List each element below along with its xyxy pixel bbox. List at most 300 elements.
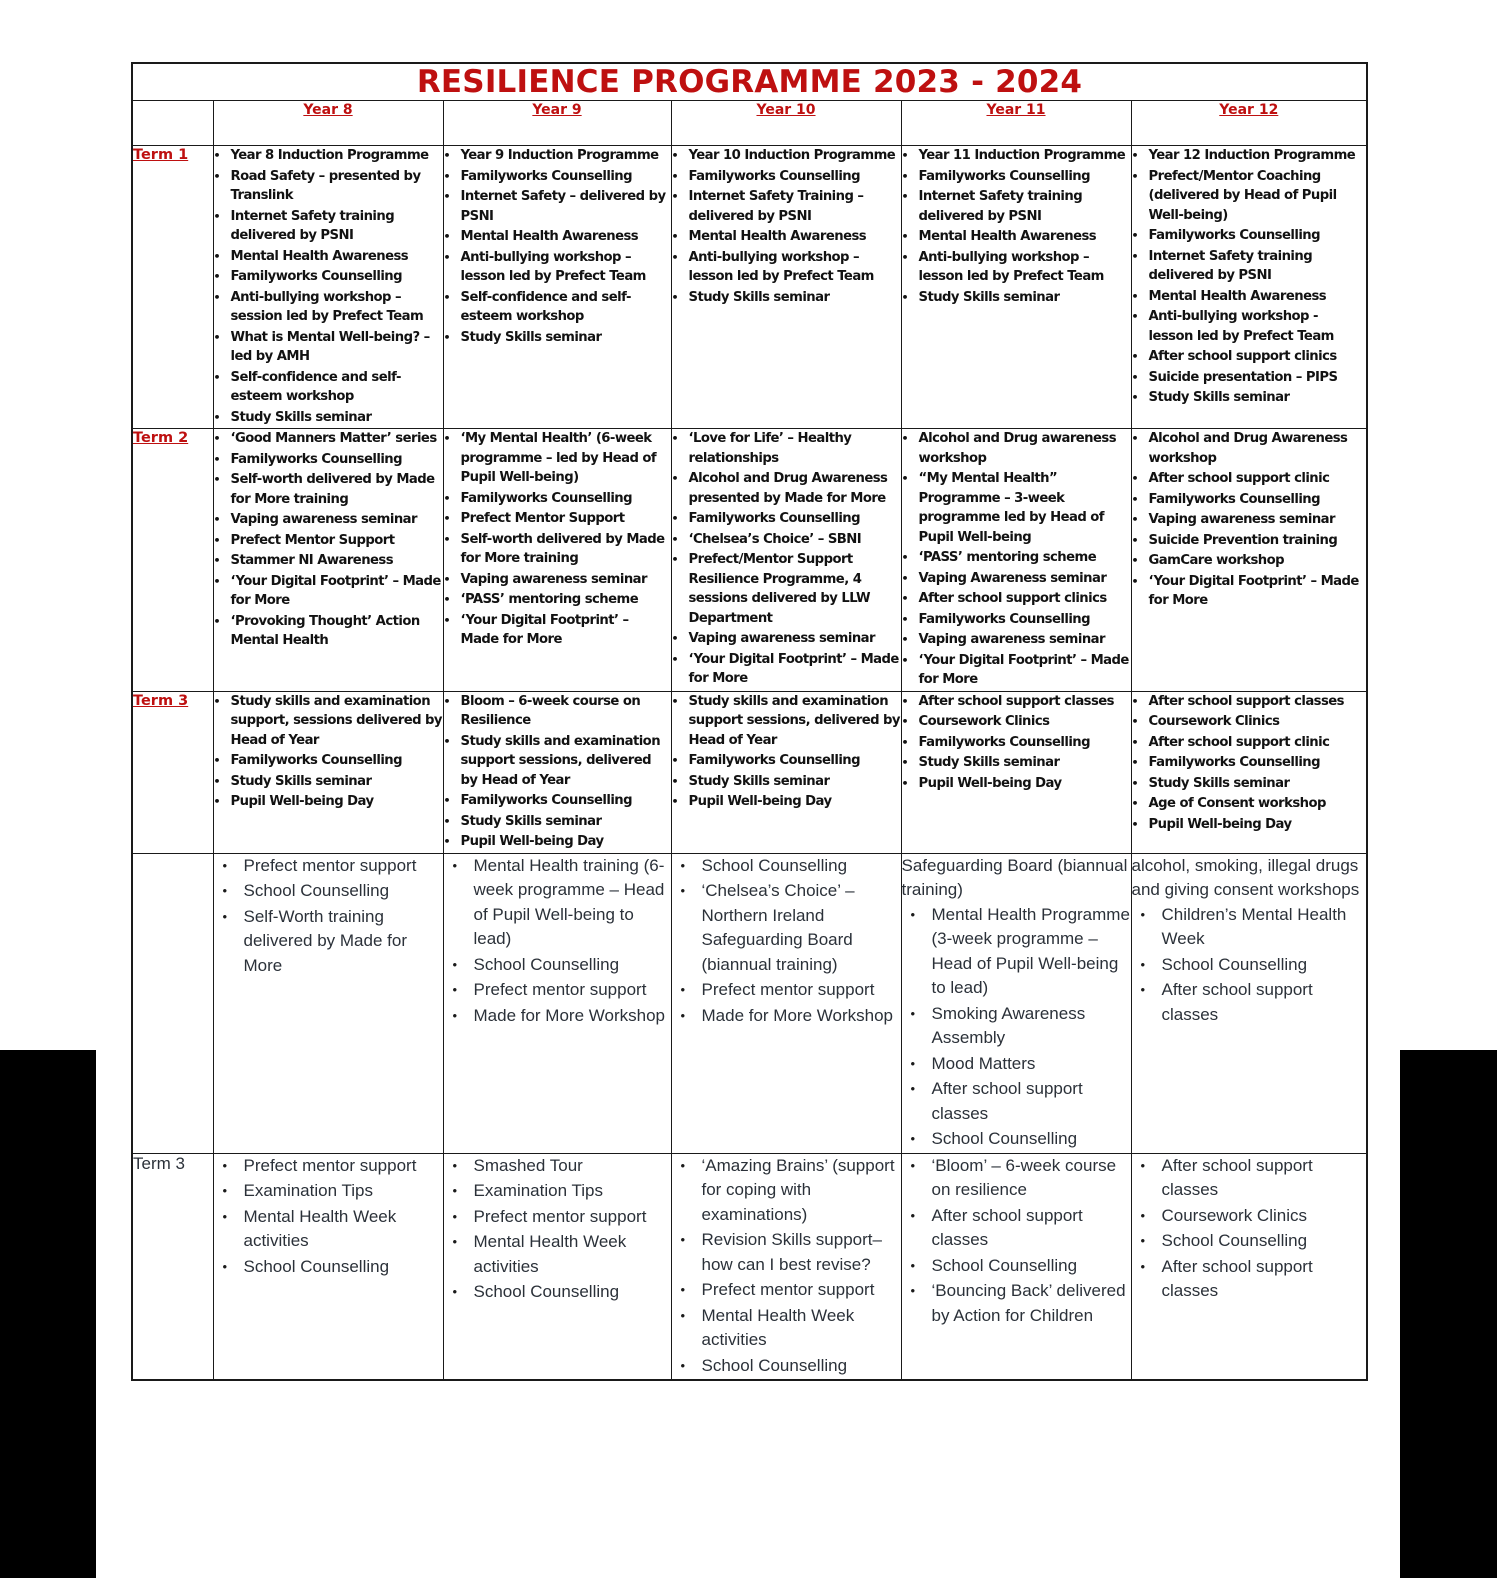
bullet-icon: • [901, 571, 908, 585]
activity-item-label: ‘Provoking Thought’ Action Mental Health [230, 613, 420, 648]
activity-item-label: Familyworks Counselling [460, 168, 633, 184]
term-label-cell-term-2 [132, 429, 213, 692]
activity-item [902, 548, 1131, 568]
activity-list [672, 429, 901, 689]
activity-item-label: Familyworks Counselling [1148, 228, 1321, 243]
activity-item [214, 772, 443, 792]
cell-term-1-year8 [213, 146, 443, 429]
activity-item-label: Mental Health Awareness [918, 229, 1097, 244]
activity-item-label: After school support classes [931, 1079, 1083, 1123]
activity-item [1132, 287, 1367, 307]
activity-item [902, 733, 1131, 753]
bullet-icon: • [443, 794, 450, 807]
bullet-icon: • [443, 593, 450, 606]
activity-item [444, 187, 671, 226]
activity-item-label: Examination Tips [243, 1181, 373, 1200]
cell-term-3-bottom-year10 [671, 1153, 901, 1380]
activity-item-label: Road Safety – presented by Translink [230, 168, 421, 203]
bullet-icon: • [901, 432, 908, 445]
bullet-icon: • [452, 982, 458, 997]
bullet-icon: • [680, 1157, 686, 1173]
activity-item [444, 590, 671, 610]
bullet-icon: • [671, 632, 678, 645]
activity-item-label: Familyworks Counselling [688, 753, 861, 768]
activity-item [672, 550, 901, 628]
bullet-icon: • [910, 1207, 916, 1223]
bullet-icon: • [1131, 776, 1138, 790]
activity-item-label: Alcohol and Drug awareness workshop [918, 431, 1117, 466]
activity-item-label: Familyworks Counselling [918, 611, 1091, 627]
activity-list [444, 692, 671, 852]
bullet-icon: • [1131, 797, 1138, 810]
activity-item-label: Study Skills seminar [918, 755, 1060, 770]
activity-item-label: Study Skills seminar [1148, 390, 1290, 405]
bullet-icon: • [213, 169, 220, 183]
activity-item-label: After school support classes [931, 1205, 1083, 1249]
activity-item-label: Familyworks Counselling [460, 490, 633, 506]
bullet-icon: • [213, 554, 220, 567]
bullet-icon: • [1140, 1207, 1146, 1223]
bullet-icon: • [213, 533, 220, 547]
activity-item [214, 854, 443, 879]
bullet-icon: • [671, 652, 678, 666]
activity-item-label: ‘PASS’ mentoring scheme [918, 550, 1097, 565]
activity-item-label: ‘Your Digital Footprint’ – Made for More [230, 573, 441, 608]
activity-item [444, 1230, 671, 1279]
activity-item [444, 1004, 671, 1029]
term-label-cell-unlabelled-row [132, 853, 213, 1153]
activity-item-label: Pupil Well-being Day [230, 794, 374, 809]
activity-item-label: After school support clinic [1148, 734, 1330, 750]
bullet-icon: • [213, 149, 220, 162]
bullet-icon: • [1131, 391, 1138, 404]
activity-item [902, 1254, 1131, 1279]
bullet-icon: • [443, 149, 450, 162]
bullet-icon: • [452, 1284, 458, 1299]
bullet-icon: • [901, 612, 908, 626]
activity-item-label: Mental Health Awareness [688, 229, 867, 244]
term-label-cell-term-3-bottom [132, 1153, 213, 1380]
cell-term-2-year12 [1131, 429, 1367, 692]
activity-item [1132, 307, 1367, 346]
activity-item [1132, 247, 1367, 286]
bullet-icon: • [213, 270, 220, 283]
bullet-icon: • [910, 1055, 916, 1071]
bullet-icon: • [671, 149, 678, 162]
activity-item-label: ‘My Mental Health’ (6-week programme – led by Head of Pupil Well-being) [460, 431, 657, 485]
activity-item-label: Mental Health Week activities [473, 1232, 627, 1276]
bullet-icon: • [443, 734, 450, 748]
activity-item [1132, 226, 1367, 246]
bullet-icon: • [901, 633, 908, 646]
bullet-icon: • [452, 1157, 458, 1173]
activity-item [902, 429, 1131, 468]
activity-item-label: Prefect mentor support [243, 855, 417, 875]
activity-item-label: Study Skills seminar [460, 329, 602, 345]
activity-item-label: School Counselling [473, 954, 620, 974]
activity-item [444, 570, 671, 590]
activity-item-label: Mental Health training (6-week programme – Head of Pupil Well-being to lead) [473, 855, 665, 948]
bullet-icon: • [213, 410, 220, 424]
bullet-icon: • [1131, 817, 1138, 831]
bullet-icon: • [910, 906, 916, 922]
activity-item [1132, 347, 1367, 367]
activity-item [902, 248, 1131, 287]
column-header-label: Year 10 [756, 102, 816, 118]
activity-item-label: School Counselling [701, 1355, 848, 1375]
activity-item-label: School Counselling [1161, 1231, 1308, 1250]
bullet-icon: • [1131, 350, 1138, 363]
bullet-icon: • [213, 209, 220, 223]
header-corner-cell [132, 101, 213, 146]
bullet-icon: • [443, 230, 450, 243]
activity-item-label: Prefect mentor support [473, 980, 647, 999]
activity-item [672, 1154, 901, 1228]
column-header-label: Year 11 [986, 102, 1046, 118]
activity-item [672, 978, 901, 1003]
column-header-year9 [443, 101, 671, 146]
bullet-icon: • [910, 1131, 916, 1146]
activity-item [1132, 1229, 1367, 1254]
activity-item-label: Familyworks Counselling [918, 168, 1091, 184]
bullet-icon: • [443, 572, 450, 586]
bullet-icon: • [671, 795, 678, 808]
activity-item [672, 469, 901, 508]
bullet-icon: • [443, 694, 450, 708]
activity-item-label: Prefect Mentor Support [460, 511, 625, 526]
activity-item [902, 774, 1131, 794]
table-row [132, 429, 1367, 692]
bullet-icon: • [671, 512, 678, 525]
column-header-year8 [213, 101, 443, 146]
activity-item-label: Vaping Awareness seminar [918, 570, 1107, 586]
activity-item [672, 751, 901, 771]
cell-term-1-year12 [1131, 146, 1367, 429]
term-label: Term 3 [133, 692, 189, 709]
activity-item [902, 1002, 1131, 1051]
activity-list [672, 692, 901, 812]
activity-item [1132, 978, 1367, 1027]
activity-item-label: Prefect mentor support [473, 1206, 647, 1226]
column-header-label: Year 12 [1219, 102, 1279, 118]
bullet-icon: • [1131, 756, 1138, 769]
activity-item-label: Prefect mentor support [701, 1280, 875, 1299]
activity-item [444, 1280, 671, 1305]
activity-list [214, 146, 443, 427]
cell-term-3-top-year9 [443, 691, 671, 853]
title-cell [132, 63, 1367, 101]
activity-item-label: ‘Amazing Brains’ (support for coping with examinations) [701, 1155, 895, 1224]
activity-item [214, 328, 443, 367]
activity-item [444, 509, 671, 529]
bullet-icon: • [213, 574, 220, 588]
activity-item-label: Self-worth delivered by Made for More training [460, 531, 665, 566]
activity-item [672, 879, 901, 977]
cell-term-3-bottom-year11 [901, 1153, 1131, 1380]
activity-item-label: Age of Consent workshop [1148, 796, 1326, 811]
cell-term-3-bottom-year12 [1131, 1153, 1367, 1380]
activity-item [214, 408, 443, 428]
activity-item-label: Mental Health Awareness [1148, 288, 1327, 304]
activity-list [1132, 692, 1367, 835]
activity-list [902, 692, 1131, 794]
activity-item [444, 791, 671, 811]
continuation-text: alcohol, smoking, illegal drugs and giving consent workshops [1131, 855, 1360, 899]
activity-item [214, 1255, 443, 1280]
activity-item [214, 692, 443, 751]
activity-item-label: Familyworks Counselling [230, 753, 403, 768]
bullet-icon: • [680, 883, 686, 898]
bullet-icon: • [671, 190, 678, 203]
activity-item-label: Year 9 Induction Programme [460, 148, 659, 163]
activity-item-label: Study Skills seminar [688, 289, 830, 305]
activity-item-label: School Counselling [243, 881, 390, 900]
bullet-icon: • [1140, 1233, 1146, 1248]
activity-item-label: Mental Health Awareness [460, 229, 639, 244]
bullet-icon: • [443, 250, 450, 264]
activity-item [1132, 692, 1367, 712]
bullet-icon: • [901, 472, 908, 485]
activity-item-label: Self-worth delivered by Made for More training [230, 472, 435, 507]
table-body [132, 63, 1367, 1380]
bullet-icon: • [1131, 432, 1138, 445]
activity-item [672, 854, 901, 879]
activity-item-label: After school support classes [1148, 693, 1344, 709]
bullet-icon: • [1140, 982, 1146, 997]
bullet-icon: • [910, 1283, 916, 1298]
activity-item-label: Vaping awareness seminar [918, 632, 1105, 647]
activity-item-label: After school support clinic [1148, 471, 1330, 486]
activity-item-label: Children’s Mental Health Week [1161, 904, 1347, 948]
bullet-icon: • [452, 1007, 458, 1023]
activity-item-label: Anti-bullying workshop – lesson led by Prefect Team [918, 249, 1104, 284]
bullet-icon: • [443, 169, 450, 183]
activity-item [1132, 551, 1367, 571]
activity-item-label: Familyworks Counselling [688, 168, 861, 184]
term-label: Term 3 [133, 1153, 185, 1173]
bullet-icon: • [452, 1183, 458, 1198]
bullet-icon: • [443, 532, 450, 546]
activity-item [214, 510, 443, 530]
activity-item [902, 692, 1131, 712]
bullet-icon: • [222, 857, 228, 873]
bullet-icon: • [901, 735, 908, 749]
activity-item [1132, 903, 1367, 952]
bullet-icon: • [213, 452, 220, 466]
activity-item [444, 530, 671, 569]
bullet-icon: • [213, 614, 220, 628]
bullet-icon: • [1131, 574, 1138, 588]
activity-item [902, 903, 1131, 1001]
cell-term-3-top-year10 [671, 691, 901, 853]
bullet-icon: • [443, 190, 450, 203]
activity-item-label: Coursework Clinics [918, 714, 1050, 729]
activity-item-label: Vaping awareness seminar [230, 512, 417, 527]
bullet-icon: • [901, 230, 908, 243]
activity-item [902, 712, 1131, 732]
cell-term-2-year8 [213, 429, 443, 692]
activity-item [1132, 368, 1367, 388]
bullet-icon: • [671, 432, 678, 445]
activity-item [214, 792, 443, 812]
cell-term-3-top-year8 [213, 691, 443, 853]
bullet-icon: • [1131, 513, 1138, 526]
bullet-icon: • [680, 1282, 686, 1297]
activity-item [1132, 774, 1367, 794]
bullet-icon: • [222, 1157, 228, 1173]
title-row [132, 63, 1367, 101]
activity-item [444, 832, 671, 852]
activity-item-label: Vaping awareness seminar [1148, 512, 1335, 527]
activity-item [214, 1205, 443, 1254]
activity-item-label: Familyworks Counselling [1148, 755, 1321, 770]
activity-item [214, 368, 443, 407]
cell-unlabelled-row-year12 [1131, 853, 1367, 1153]
activity-item-label: Familyworks Counselling [230, 269, 403, 284]
bullet-icon: • [1131, 694, 1138, 708]
activity-item-label: After school support clinics [1148, 349, 1337, 364]
term-label: Term 2 [133, 430, 189, 446]
activity-item-label: Year 12 Induction Programme [1148, 148, 1356, 163]
activity-item-label: Coursework Clinics [1148, 714, 1280, 729]
activity-item [444, 489, 671, 509]
activity-item [672, 530, 901, 550]
programme-sheet [131, 62, 1366, 1381]
activity-item [672, 692, 901, 751]
bullet-icon: • [222, 883, 228, 898]
activity-item-label: School Counselling [1161, 954, 1308, 974]
bullet-icon: • [213, 370, 220, 384]
bullet-icon: • [213, 513, 220, 526]
activity-item [214, 247, 443, 267]
activity-item [902, 146, 1131, 166]
activity-item-label: Examination Tips [473, 1181, 603, 1200]
bullet-icon: • [1140, 956, 1146, 972]
activity-item [902, 1052, 1131, 1077]
activity-item [672, 187, 901, 226]
scan-bleed-left [0, 1050, 96, 1578]
column-header-year12 [1131, 101, 1367, 146]
activity-item [672, 429, 901, 468]
activity-item [444, 288, 671, 327]
cell-term-2-year9 [443, 429, 671, 692]
activity-item-label: Pupil Well-being Day [918, 775, 1062, 791]
bullet-icon: • [680, 857, 686, 873]
bullet-icon: • [452, 956, 458, 972]
activity-item [902, 227, 1131, 247]
activity-item [214, 572, 443, 611]
activity-list [444, 854, 671, 1029]
cell-term-3-top-year12 [1131, 691, 1367, 853]
bullet-icon: • [901, 551, 908, 564]
bullet-icon: • [213, 249, 220, 263]
activity-item [902, 651, 1131, 690]
activity-item-label: Prefect/Mentor Coaching (delivered by Head of Pupil Well-being) [1148, 168, 1337, 223]
bullet-icon: • [680, 1307, 686, 1323]
bullet-icon: • [213, 694, 220, 708]
activity-list [1132, 146, 1367, 408]
bullet-icon: • [213, 754, 220, 767]
activity-item-label: ‘Chelsea’s Choice’ – Northern Ireland Safeguarding Board (biannual training) [701, 881, 855, 974]
activity-list [902, 1154, 1131, 1329]
activity-item [444, 812, 671, 832]
activity-item-label: Study Skills seminar [230, 773, 372, 789]
activity-item [1132, 388, 1367, 408]
activity-item [214, 288, 443, 327]
activity-item-label: School Counselling [701, 855, 848, 875]
activity-item-label: Self-Worth training delivered by Made for More [243, 906, 407, 975]
bullet-icon: • [910, 1005, 916, 1021]
bullet-icon: • [1131, 533, 1138, 547]
activity-item-label: What is Mental Well-being? – led by AMH [230, 329, 430, 364]
bullet-icon: • [443, 613, 450, 627]
activity-list [1132, 429, 1367, 611]
bullet-icon: • [1131, 310, 1138, 323]
activity-item-label: Study Skills seminar [1148, 775, 1290, 791]
activity-item [1132, 1255, 1367, 1304]
activity-item [672, 146, 901, 166]
cell-term-1-year11 [901, 146, 1131, 429]
activity-list [214, 854, 443, 979]
activity-list [444, 429, 671, 650]
activity-item-label: Internet Safety training delivered by PSNI [918, 189, 1083, 224]
activity-item-label: Mood Matters [931, 1053, 1036, 1073]
column-header-year11 [901, 101, 1131, 146]
activity-item [444, 1179, 671, 1204]
cell-term-1-year10 [671, 146, 901, 429]
activity-item-label: Prefect/Mentor Support Resilience Programme, 4 sessions delivered by LLW Department [688, 552, 871, 626]
activity-item-label: ‘PASS’ mentoring scheme [460, 592, 639, 607]
bullet-icon: • [901, 756, 908, 769]
activity-item [902, 1154, 1131, 1203]
activity-item-label: “My Mental Health” Programme – 3-week programme led by Head of Pupil Well-being [918, 471, 1104, 545]
activity-item [444, 146, 671, 166]
activity-item [902, 753, 1131, 773]
activity-item-label: Year 8 Induction Programme [230, 148, 429, 163]
activity-item [1132, 1204, 1367, 1229]
cell-term-3-top-year11 [901, 691, 1131, 853]
activity-item [444, 611, 671, 650]
activity-item-label: After school support classes [1161, 1155, 1313, 1199]
bullet-icon: • [1131, 249, 1138, 263]
activity-item-label: Prefect mentor support [243, 1155, 417, 1175]
table-row [132, 853, 1367, 1153]
activity-item [444, 854, 671, 952]
bullet-icon: • [901, 694, 908, 708]
bullet-icon: • [443, 835, 450, 848]
activity-item-label: Mental Health Week activities [243, 1206, 397, 1250]
cell-unlabelled-row-year8 [213, 853, 443, 1153]
bullet-icon: • [213, 795, 220, 808]
activity-item [444, 732, 671, 791]
bullet-icon: • [910, 1081, 916, 1096]
activity-item [902, 1279, 1131, 1328]
bullet-icon: • [1140, 906, 1146, 922]
activity-item-label: Self-confidence and self-esteem workshop [460, 289, 631, 324]
activity-list [444, 1154, 671, 1305]
activity-item [1132, 815, 1367, 835]
activity-item [902, 569, 1131, 589]
activity-item-label: After school support clinics [918, 591, 1107, 606]
bullet-icon: • [901, 776, 908, 790]
table-row [132, 1153, 1367, 1380]
resilience-programme-table [131, 62, 1368, 1381]
activity-item [902, 630, 1131, 650]
activity-item [214, 1154, 443, 1179]
activity-list [214, 1154, 443, 1280]
activity-item-label: Suicide presentation – PIPS [1148, 369, 1338, 385]
activity-list [214, 692, 443, 812]
